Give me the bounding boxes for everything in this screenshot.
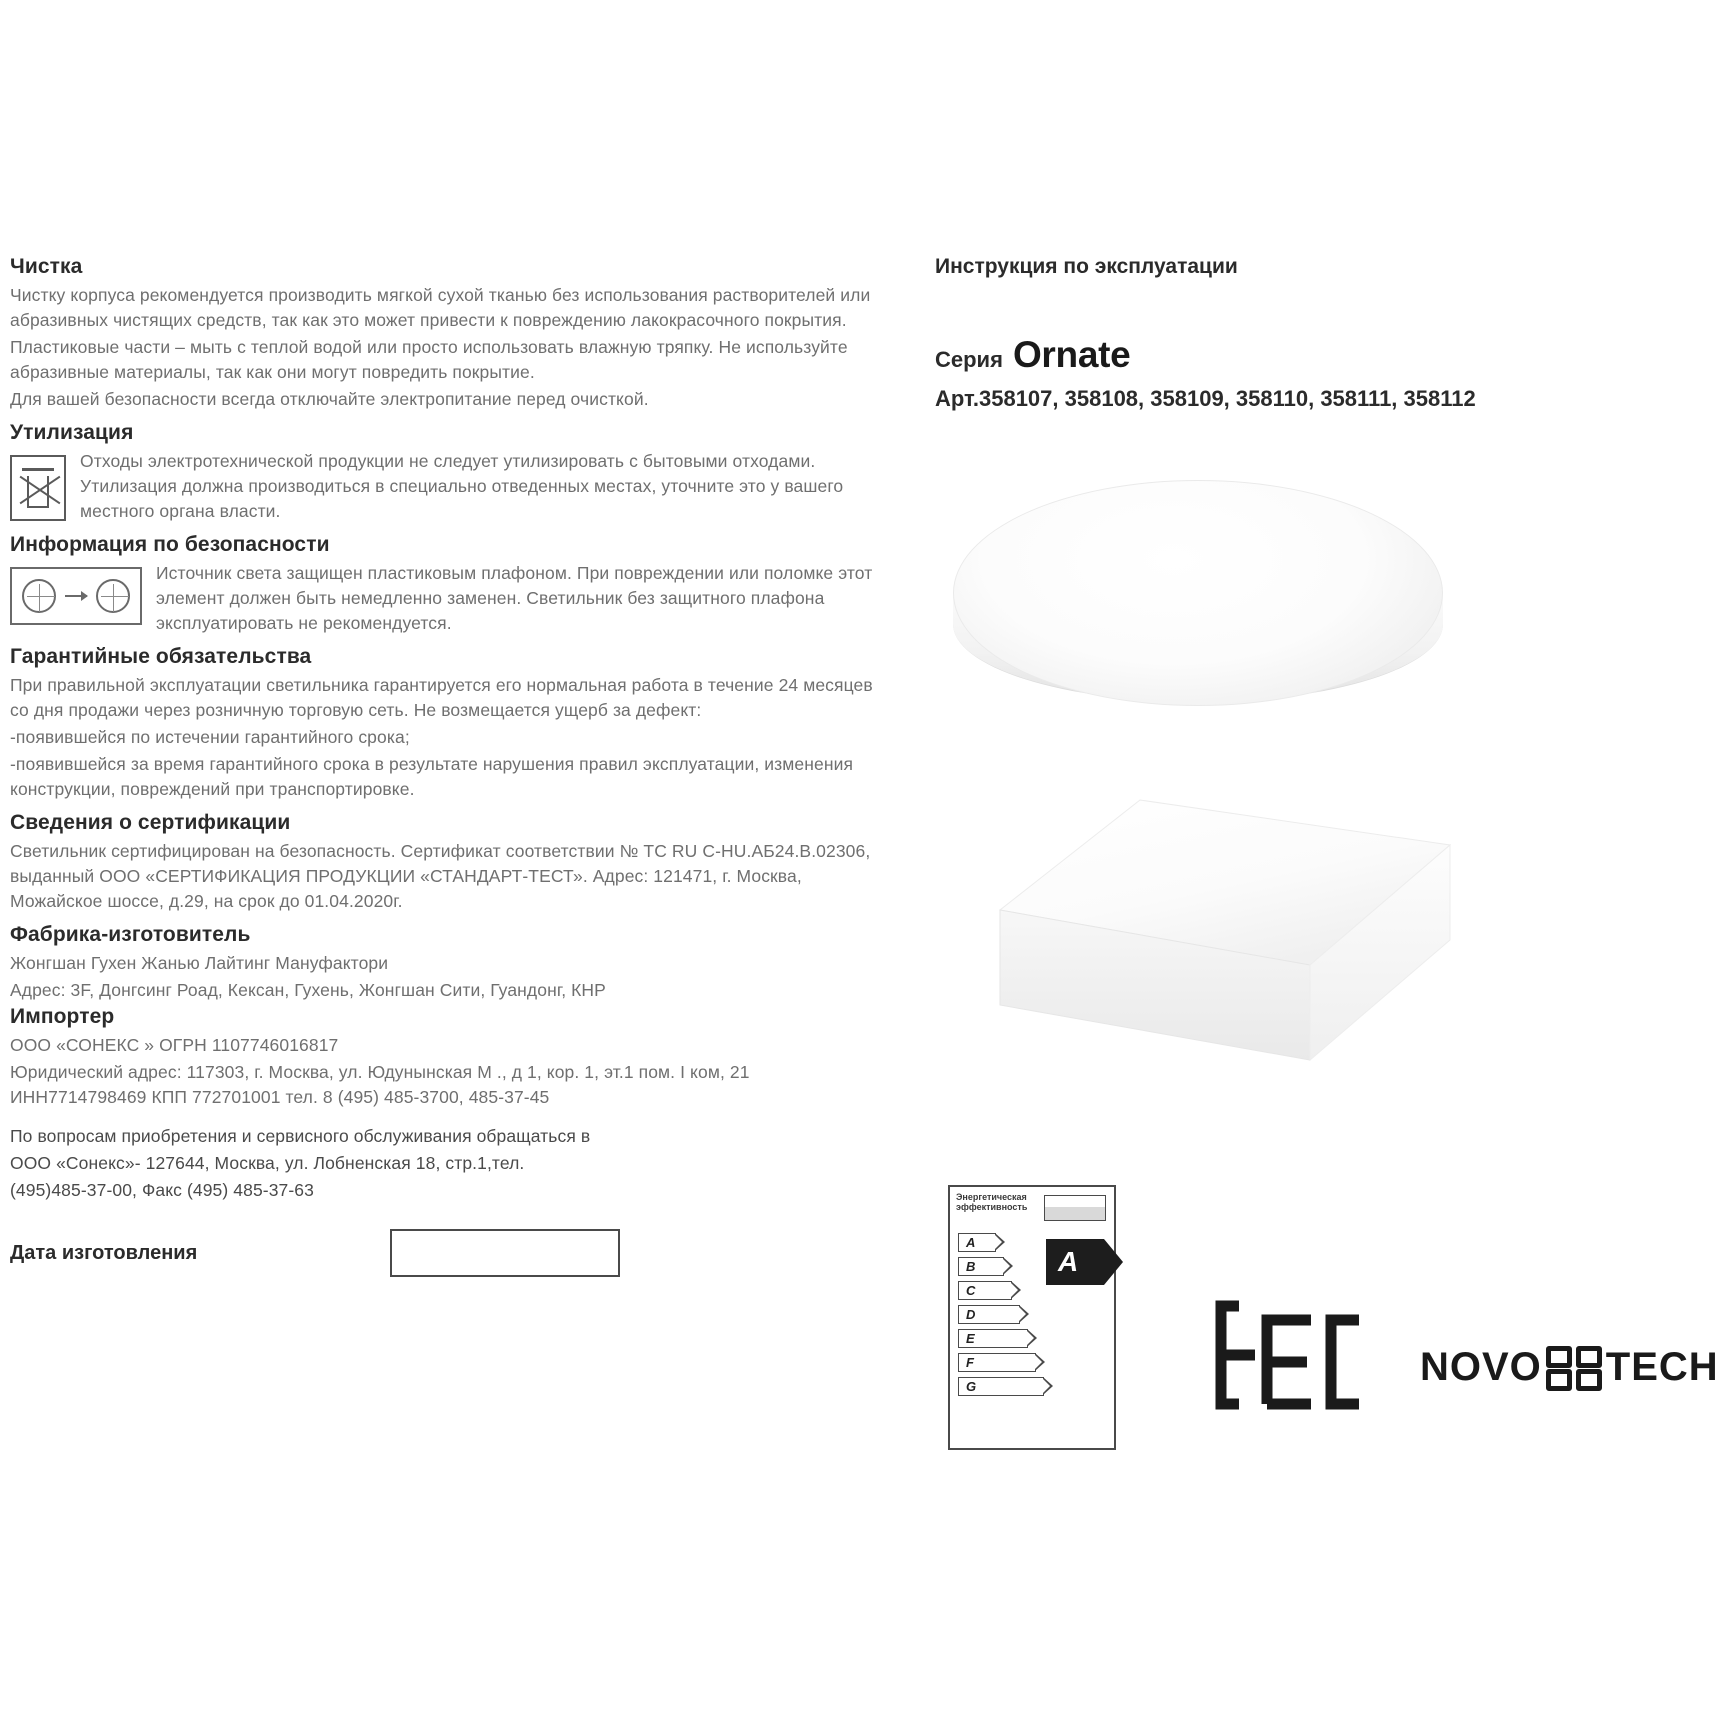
energy-class-label: E bbox=[958, 1329, 1028, 1348]
lamp-replacement-icon bbox=[10, 567, 142, 625]
factory-line-1: Жонгшан Гухен Жанью Лайтинг Мануфактори bbox=[10, 953, 389, 973]
article-numbers: Арт.358107, 358108, 358109, 358110, 358111, 358112 bbox=[935, 386, 1476, 411]
round-luminaire-image bbox=[953, 480, 1443, 760]
energy-class-row bbox=[958, 1328, 1044, 1349]
energy-class-bars bbox=[958, 1232, 1044, 1400]
logo-text-right: TECH bbox=[1605, 1345, 1719, 1389]
service-line-3: (495)485-37-00, Факс (495) 485-37-63 bbox=[10, 1180, 314, 1200]
energy-efficiency-label bbox=[948, 1185, 1116, 1450]
energy-class-row bbox=[958, 1304, 1044, 1325]
logo-text-left: NOVO bbox=[1420, 1345, 1542, 1389]
energy-class-row bbox=[958, 1232, 1044, 1253]
energy-class-label: C bbox=[958, 1281, 1012, 1300]
series-line bbox=[935, 334, 1695, 376]
energy-class-row bbox=[958, 1376, 1044, 1397]
certification-text: Светильник сертифицирован на безопасность. Сертификат соответствии № ТС RU C-HU.АБ24.В.02306, выданный ООО «СЕРТИФИКАЦИЯ ПРОДУКЦИИ «СТАНДАРТ-ТЕСТ». Адрес: 121471, г. Москва, Можайское шоссе, д.29, на срок до 01.04.2020г. bbox=[10, 841, 871, 911]
section-title-factory: Фабрика-изготовитель bbox=[10, 923, 251, 946]
manufacture-date-field[interactable] bbox=[390, 1229, 620, 1277]
product-illustrations bbox=[935, 470, 1695, 1160]
left-column bbox=[10, 255, 880, 1277]
energy-class-label: A bbox=[958, 1233, 996, 1252]
energy-class-row bbox=[958, 1352, 1044, 1373]
factory-line-2: Адрес: 3F, Донгсинг Роад, Кексан, Гухень, Жонгшан Сити, Гуандонг, КНР bbox=[10, 980, 606, 1000]
manual-title: Инструкция по эксплуатации bbox=[935, 255, 1238, 278]
disposal-block bbox=[10, 449, 880, 526]
energy-class-selected: A bbox=[1046, 1239, 1104, 1285]
service-line-2: ООО «Сонекс»- 127644, Москва, ул. Лобненская 18, стр.1,тел. bbox=[10, 1153, 525, 1173]
cleaning-paragraph-3: Для вашей безопасности всегда отключайте электропитание перед очисткой. bbox=[10, 389, 649, 409]
energy-class-label: G bbox=[958, 1377, 1044, 1396]
logo-squares-icon bbox=[1546, 1346, 1602, 1390]
warranty-paragraph-3: -появившейся за время гарантийного срока в результате нарушения правил эксплуатации, изменения конструкции, повреждений при транспортировке. bbox=[10, 754, 854, 799]
warranty-paragraph-1: При правильной эксплуатации светильника гарантируется его нормальная работа в течение 24 месяцев со дня продажи через розничную торговую сеть. Не возмещается ущерб за дефект: bbox=[10, 675, 873, 720]
importer-line-2: Юридический адрес: 117303, г. Москва, ул. Юдунынская М ., д 1, кор. 1, эт.1 пом. I ком, 21 ИНН7714798469 КПП 772701001 тел. 8 (495) 485-3700, 485-37-45 bbox=[10, 1062, 750, 1107]
disposal-text: Отходы электротехнической продукции не следует утилизировать с бытовыми отходами. Утилизация должна производиться в специально отведенных местах, уточните это у вашего местного органа власти. bbox=[80, 451, 844, 521]
warranty-paragraph-2: -появившейся по истечении гарантийного срока; bbox=[10, 727, 410, 747]
section-title-importer: Импортер bbox=[10, 1005, 115, 1028]
energy-label-scale-strip bbox=[1044, 1195, 1106, 1221]
energy-class-row bbox=[958, 1256, 1044, 1277]
section-title-safety: Информация по безопасности bbox=[10, 533, 330, 556]
energy-label-heading: Энергетическая эффективность bbox=[956, 1192, 1028, 1212]
series-name: Ornate bbox=[1012, 334, 1131, 375]
safety-text: Источник света защищен пластиковым плафоном. При повреждении или поломке этот элемент должен быть немедленно заменен. Светильник без защитного плафона эксплуатировать не рекомендуется. bbox=[156, 563, 873, 633]
section-title-warranty: Гарантийные обязательства bbox=[10, 645, 312, 668]
manufacture-date-row bbox=[10, 1229, 880, 1277]
safety-block bbox=[10, 561, 880, 638]
crossed-out-wheelie-bin-icon bbox=[10, 455, 66, 521]
manufacture-date-label: Дата изготовления bbox=[10, 1241, 198, 1264]
series-label: Серия bbox=[935, 347, 1003, 372]
novotech-logo bbox=[1420, 1345, 1719, 1390]
energy-class-label: D bbox=[958, 1305, 1020, 1324]
right-column bbox=[935, 255, 1695, 412]
cleaning-paragraph-1: Чистку корпуса рекомендуется производить мягкой сухой тканью без использования растворителей или абразивных чистящих средств, так как это может привести к повреждению лакокрасочного покрытия. bbox=[10, 285, 871, 330]
section-title-cleaning: Чистка bbox=[10, 255, 83, 278]
energy-class-row bbox=[958, 1280, 1044, 1301]
cleaning-paragraph-2: Пластиковые части – мыть с теплой водой или просто использовать влажную тряпку. Не используйте абразивные материалы, так как они могут повредить покрытие. bbox=[10, 337, 848, 382]
eac-conformity-icon bbox=[1215, 1300, 1365, 1410]
section-title-disposal: Утилизация bbox=[10, 421, 134, 444]
service-line-1: По вопросам приобретения и сервисного обслуживания обращаться в bbox=[10, 1126, 591, 1146]
energy-class-label: F bbox=[958, 1353, 1036, 1372]
importer-line-1: ООО «СОНЕКС » ОГРН 1107746016817 bbox=[10, 1035, 339, 1055]
section-title-certification: Сведения о сертификации bbox=[10, 811, 291, 834]
energy-class-label: B bbox=[958, 1257, 1004, 1276]
square-luminaire-image bbox=[990, 790, 1460, 1110]
